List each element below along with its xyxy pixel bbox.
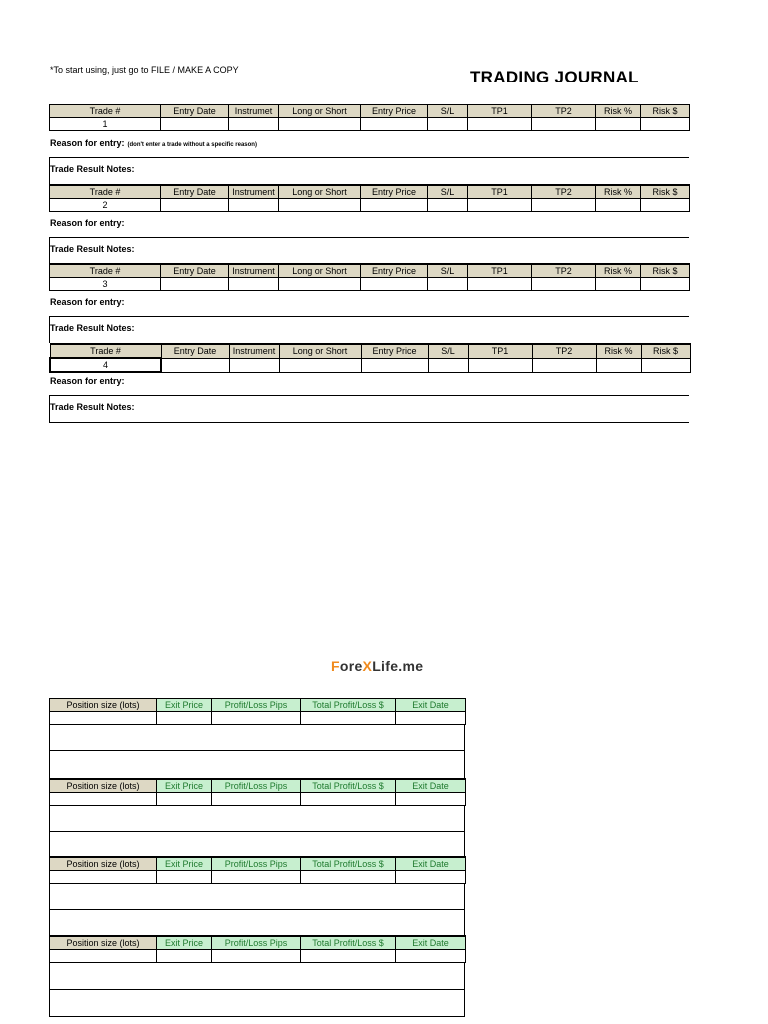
trade-table-3 [49, 263, 690, 291]
exit-value-row [50, 793, 466, 806]
divider [49, 909, 465, 910]
trade-number-cell[interactable]: 2 [50, 199, 161, 212]
divider [49, 316, 689, 317]
trade-table-2 [49, 184, 690, 212]
exit-table-3 [49, 856, 466, 884]
exit-header-row [50, 936, 466, 950]
trade-table-4 [49, 343, 691, 373]
header-instrument: Instrument [229, 344, 279, 358]
exit-header-row [50, 699, 466, 712]
tp1-cell[interactable] [468, 358, 532, 372]
header-total-profit-loss: Total Profit/Loss $ [301, 779, 396, 793]
reason-hint: (don't enter a trade without a specific reason) [127, 142, 257, 148]
stop-loss-cell[interactable] [428, 278, 468, 291]
total-profit-loss-cell[interactable] [301, 950, 396, 963]
stop-loss-cell[interactable] [428, 118, 468, 131]
logo-letter-f: F [331, 658, 340, 674]
trade-result-notes-label: Trade Result Notes: [50, 402, 135, 412]
header-profit-loss-pips: Profit/Loss Pips [212, 936, 301, 950]
profit-loss-pips-cell[interactable] [212, 793, 301, 806]
forexlife-logo [331, 658, 423, 674]
exit-table-1 [49, 698, 466, 725]
long-or-short-cell[interactable] [279, 278, 361, 291]
tp2-cell[interactable] [532, 199, 596, 212]
divider [49, 750, 465, 751]
risk-percent-cell[interactable] [596, 278, 641, 291]
trade-header-row [50, 264, 690, 278]
risk-dollar-cell[interactable] [641, 358, 690, 372]
header-entry-price: Entry Price [361, 264, 428, 278]
header-long-or-short: Long or Short [279, 344, 361, 358]
entry-price-cell[interactable] [361, 199, 428, 212]
risk-dollar-cell[interactable] [641, 118, 690, 131]
header-tp1: TP1 [468, 105, 532, 118]
entry-price-cell[interactable] [361, 118, 428, 131]
divider [49, 422, 689, 423]
position-size-cell[interactable] [50, 950, 157, 963]
entry-date-cell[interactable] [161, 278, 229, 291]
exit-price-cell[interactable] [157, 793, 212, 806]
long-or-short-cell[interactable] [279, 118, 361, 131]
divider [49, 989, 465, 990]
tp1-cell[interactable] [468, 199, 532, 212]
header-exit-price: Exit Price [157, 857, 212, 871]
header-profit-loss-pips: Profit/Loss Pips [212, 857, 301, 871]
total-profit-loss-cell[interactable] [301, 793, 396, 806]
instrument-cell[interactable] [229, 358, 279, 372]
header-entry-price: Entry Price [361, 105, 428, 118]
header-stop-loss: S/L [428, 185, 468, 199]
reason-for-entry-label: Reason for entry: [50, 297, 125, 307]
divider [49, 395, 689, 396]
stop-loss-cell[interactable] [428, 199, 468, 212]
header-entry-date: Entry Date [161, 264, 229, 278]
trade-table-1 [49, 104, 690, 131]
tp1-cell[interactable] [468, 278, 532, 291]
header-long-or-short: Long or Short [279, 264, 361, 278]
entry-date-cell[interactable] [161, 118, 229, 131]
long-or-short-cell[interactable] [279, 358, 361, 372]
header-risk-dollar: Risk $ [641, 185, 690, 199]
risk-percent-cell[interactable] [596, 199, 641, 212]
header-tp2: TP2 [532, 264, 596, 278]
risk-percent-cell[interactable] [596, 358, 641, 372]
position-size-cell[interactable] [50, 793, 157, 806]
trade-header-row [50, 185, 690, 199]
exit-value-row [50, 712, 466, 725]
reason-label-text: Reason for entry: [50, 138, 125, 148]
header-exit-price: Exit Price [157, 699, 212, 712]
header-trade-number: Trade # [50, 264, 161, 278]
header-tp2: TP2 [532, 105, 596, 118]
exit-header-row [50, 857, 466, 871]
header-risk-dollar: Risk $ [641, 344, 690, 358]
header-position-size: Position size (lots) [50, 857, 157, 871]
header-position-size: Position size (lots) [50, 936, 157, 950]
total-profit-loss-cell[interactable] [301, 871, 396, 884]
exit-date-cell[interactable] [396, 712, 466, 725]
trade-value-row [50, 358, 690, 372]
header-tp1: TP1 [468, 264, 532, 278]
header-instrument: Instrumet [229, 105, 279, 118]
exit-table-2 [49, 778, 466, 806]
entry-price-cell[interactable] [361, 358, 428, 372]
header-long-or-short: Long or Short [279, 105, 361, 118]
header-entry-date: Entry Date [161, 105, 229, 118]
header-position-size: Position size (lots) [50, 699, 157, 712]
header-exit-date: Exit Date [396, 699, 466, 712]
header-stop-loss: S/L [428, 344, 468, 358]
header-total-profit-loss: Total Profit/Loss $ [301, 857, 396, 871]
header-tp2: TP2 [532, 185, 596, 199]
header-trade-number: Trade # [50, 185, 161, 199]
header-stop-loss: S/L [428, 264, 468, 278]
header-instrument: Instrument [229, 185, 279, 199]
exit-price-cell[interactable] [157, 950, 212, 963]
header-risk-percent: Risk % [596, 185, 641, 199]
trade-result-notes-label: Trade Result Notes: [50, 323, 135, 333]
header-total-profit-loss: Total Profit/Loss $ [301, 699, 396, 712]
risk-percent-cell[interactable] [596, 118, 641, 131]
header-exit-price: Exit Price [157, 936, 212, 950]
header-exit-date: Exit Date [396, 936, 466, 950]
reason-for-entry-label: Reason for entry: [50, 376, 125, 386]
logo-ore: ore [339, 658, 363, 674]
header-tp1: TP1 [468, 185, 532, 199]
header-risk-dollar: Risk $ [641, 105, 690, 118]
total-profit-loss-cell[interactable] [301, 712, 396, 725]
tp2-cell[interactable] [532, 358, 596, 372]
header-exit-date: Exit Date [396, 779, 466, 793]
trade-value-row [50, 278, 690, 291]
header-position-size: Position size (lots) [50, 779, 157, 793]
header-entry-price: Entry Price [361, 185, 428, 199]
tp1-cell[interactable] [468, 118, 532, 131]
header-profit-loss-pips: Profit/Loss Pips [212, 699, 301, 712]
header-entry-price: Entry Price [361, 344, 428, 358]
header-risk-percent: Risk % [596, 105, 641, 118]
header-long-or-short: Long or Short [279, 185, 361, 199]
exit-notes-left-border [49, 724, 50, 779]
header-exit-date: Exit Date [396, 857, 466, 871]
exit-date-cell[interactable] [396, 871, 466, 884]
reason-for-entry-label: Reason for entry: [50, 218, 125, 228]
divider [49, 831, 465, 832]
trade-number-cell[interactable]: 3 [50, 278, 161, 291]
header-risk-percent: Risk % [596, 344, 641, 358]
trade-result-notes-label: Trade Result Notes: [50, 164, 135, 174]
stop-loss-cell[interactable] [428, 358, 468, 372]
page-title-text: TRADING JOURNAL [470, 68, 639, 82]
exit-date-cell[interactable] [396, 793, 466, 806]
exit-price-cell[interactable] [157, 712, 212, 725]
position-size-cell[interactable] [50, 871, 157, 884]
exit-price-cell[interactable] [157, 871, 212, 884]
exit-value-row [50, 871, 466, 884]
copy-instruction-note: *To start using, just go to FILE / MAKE A COPY [50, 65, 239, 75]
long-or-short-cell[interactable] [279, 199, 361, 212]
trade-result-notes-label: Trade Result Notes: [50, 244, 135, 254]
risk-dollar-cell[interactable] [641, 278, 690, 291]
tp2-cell[interactable] [532, 278, 596, 291]
exit-date-cell[interactable] [396, 950, 466, 963]
header-instrument: Instrument [229, 264, 279, 278]
divider [49, 237, 689, 238]
tp2-cell[interactable] [532, 118, 596, 131]
header-profit-loss-pips: Profit/Loss Pips [212, 779, 301, 793]
exit-notes-right-border [464, 724, 465, 779]
header-trade-number: Trade # [50, 344, 161, 358]
exit-value-row [50, 950, 466, 963]
trade-number-cell[interactable]: 1 [50, 118, 161, 131]
header-entry-date: Entry Date [161, 344, 229, 358]
divider [49, 157, 689, 158]
header-entry-date: Entry Date [161, 185, 229, 199]
profit-loss-pips-cell[interactable] [212, 712, 301, 725]
header-risk-dollar: Risk $ [641, 264, 690, 278]
header-stop-loss: S/L [428, 105, 468, 118]
trade-header-row [50, 105, 690, 118]
exit-header-row [50, 779, 466, 793]
profit-loss-pips-cell[interactable] [212, 871, 301, 884]
entry-date-cell[interactable] [161, 358, 229, 372]
instrument-cell[interactable] [229, 278, 279, 291]
exit-table-4 [49, 935, 466, 963]
risk-dollar-cell[interactable] [641, 199, 690, 212]
trade-header-row [50, 344, 690, 358]
entry-price-cell[interactable] [361, 278, 428, 291]
header-total-profit-loss: Total Profit/Loss $ [301, 936, 396, 950]
trade-value-row [50, 118, 690, 131]
position-size-cell[interactable] [50, 712, 157, 725]
profit-loss-pips-cell[interactable] [212, 950, 301, 963]
header-exit-price: Exit Price [157, 779, 212, 793]
trade-number-cell[interactable]: 4 [50, 358, 161, 372]
trade-value-row [50, 199, 690, 212]
page-title [470, 64, 670, 82]
logo-life: Life.me [372, 658, 424, 674]
instrument-cell[interactable] [229, 199, 279, 212]
header-trade-number: Trade # [50, 105, 161, 118]
entry-date-cell[interactable] [161, 199, 229, 212]
header-tp1: TP1 [468, 344, 532, 358]
header-tp2: TP2 [532, 344, 596, 358]
header-risk-percent: Risk % [596, 264, 641, 278]
logo-letter-x: X [362, 658, 373, 674]
reason-for-entry-label [50, 138, 257, 148]
divider [49, 1016, 465, 1017]
instrument-cell[interactable] [229, 118, 279, 131]
